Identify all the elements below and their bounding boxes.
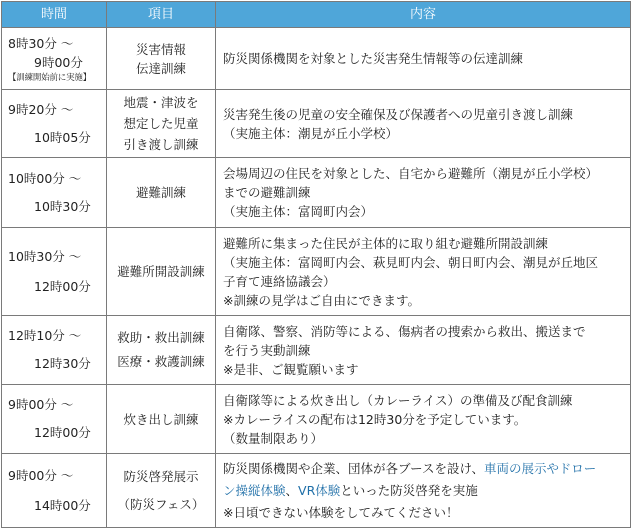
header-row bbox=[2, 2, 631, 28]
time-end: 10時30分 bbox=[34, 198, 91, 214]
time-start: 9時00分 ～ bbox=[8, 397, 74, 412]
item-cell bbox=[107, 454, 216, 528]
time-start: 9時20分 ～ bbox=[8, 101, 74, 117]
content-line bbox=[223, 458, 626, 480]
content-line: （実施主体：富岡町内会） bbox=[223, 204, 374, 219]
content-cell bbox=[216, 158, 631, 228]
time-end: 12時00分 bbox=[34, 278, 91, 294]
time-start: 10時00分 ～ bbox=[8, 170, 82, 186]
time-cell bbox=[2, 228, 107, 316]
content-line: （実施主体：富岡町内会、萩見町内会、朝日町内会、潮見が丘地区 bbox=[223, 254, 599, 270]
content-line: 避難所に集まった住民が主体的に取り組む避難所開設訓練 bbox=[223, 235, 549, 251]
content-line: 自衛隊、警察、消防等による、傷病者の捜索から救出、搬送まで bbox=[223, 323, 586, 339]
time-start: 9時00分 ～ bbox=[8, 467, 74, 483]
item-cell bbox=[107, 385, 216, 454]
time-cell bbox=[2, 454, 107, 528]
content-cell bbox=[216, 385, 631, 454]
item-line: 伝達訓練 bbox=[135, 60, 186, 76]
content-cell bbox=[216, 454, 631, 528]
item-cell bbox=[107, 228, 216, 316]
item-cell bbox=[107, 90, 216, 158]
content-cell bbox=[216, 316, 631, 385]
header-time: 時間 bbox=[2, 2, 107, 28]
content-line: （数量制限あり） bbox=[223, 430, 324, 446]
item-line: 防災啓発展示 bbox=[123, 468, 199, 484]
content-cell bbox=[216, 28, 631, 90]
time-start: 10時30分 ～ bbox=[8, 248, 82, 264]
content-line: 自衛隊等による炊き出し（カレーライス）の準備及び配食訓練 bbox=[223, 392, 573, 408]
content-line: を行う実動訓練 bbox=[223, 342, 311, 358]
schedule-table bbox=[1, 1, 631, 528]
table-row bbox=[2, 454, 631, 528]
time-cell bbox=[2, 28, 107, 90]
table-row bbox=[2, 385, 631, 454]
item-cell bbox=[107, 28, 216, 90]
time-start: 12時10分 ～ bbox=[8, 328, 82, 343]
content-line: までの避難訓練 bbox=[223, 185, 311, 200]
content-text: 防災関係機関や企業、団体が各ブースを設け、 bbox=[223, 460, 485, 476]
item-line: 避難訓練 bbox=[135, 185, 186, 200]
content-line: 災害発生後の児童の安全確保及び保護者への児童引き渡し訓練 bbox=[223, 106, 574, 122]
item-cell bbox=[107, 316, 216, 385]
item-line: 地震・津波を bbox=[123, 95, 199, 110]
time-cell bbox=[2, 316, 107, 385]
item-line: 医療・救護訓練 bbox=[117, 354, 205, 369]
header-content: 内容 bbox=[216, 2, 631, 28]
content-line: 子育て連絡協議会） bbox=[223, 273, 336, 289]
time-end: 14時00分 bbox=[34, 497, 91, 513]
time-end: 12時30分 bbox=[34, 356, 91, 371]
time-cell bbox=[2, 158, 107, 228]
item-line: 救助・救出訓練 bbox=[117, 330, 205, 345]
highlight-text: VR体験 bbox=[298, 482, 341, 498]
table-row bbox=[2, 28, 631, 90]
item-line: （防災フェス） bbox=[117, 496, 205, 512]
content-text: といった防災啓発を実施 bbox=[340, 482, 478, 498]
content-text: 、 bbox=[285, 482, 299, 498]
time-cell bbox=[2, 90, 107, 158]
item-line: 災害情報 bbox=[135, 41, 186, 57]
item-line: 引き渡し訓練 bbox=[123, 137, 199, 152]
content-line: ※日頃できない体験をしてみてください！ bbox=[223, 504, 459, 520]
item-line: 炊き出し訓練 bbox=[123, 411, 199, 427]
time-start: 8時30分 ～ bbox=[8, 35, 74, 51]
content-line: （実施主体：潮見が丘小学校） bbox=[223, 125, 399, 141]
time-end: 9時00分 bbox=[34, 54, 83, 70]
content-line: ※是非、ご観覧願います bbox=[223, 361, 359, 377]
time-end: 10時05分 bbox=[34, 129, 91, 145]
content-line: 会場周辺の住民を対象とした、自宅から避難所（潮見が丘小学校） bbox=[223, 166, 599, 181]
table-row bbox=[2, 158, 631, 228]
content-cell bbox=[216, 90, 631, 158]
content-line: ※訓練の見学はご自由にできます。 bbox=[223, 292, 420, 308]
time-note: 【訓練開始前に実施】 bbox=[8, 72, 92, 83]
content-line: 防災関係機関を対象とした災害発生情報等の伝達訓練 bbox=[223, 51, 524, 66]
highlight-text: 車両の展示やドロー bbox=[484, 460, 597, 476]
table-row bbox=[2, 228, 631, 316]
time-end: 12時00分 bbox=[34, 425, 91, 440]
item-line: 避難所開設訓練 bbox=[117, 264, 205, 279]
table-row bbox=[2, 316, 631, 385]
table-row bbox=[2, 90, 631, 158]
content-line: ※カレーライスの配布は12時30分を予定しています。 bbox=[223, 411, 527, 427]
header-item: 項目 bbox=[107, 2, 216, 28]
content-cell bbox=[216, 228, 631, 316]
item-cell bbox=[107, 158, 216, 228]
time-cell bbox=[2, 385, 107, 454]
content-line bbox=[223, 480, 626, 502]
highlight-text: ン操縦体験 bbox=[223, 482, 286, 498]
item-line: 想定した児童 bbox=[123, 116, 199, 131]
